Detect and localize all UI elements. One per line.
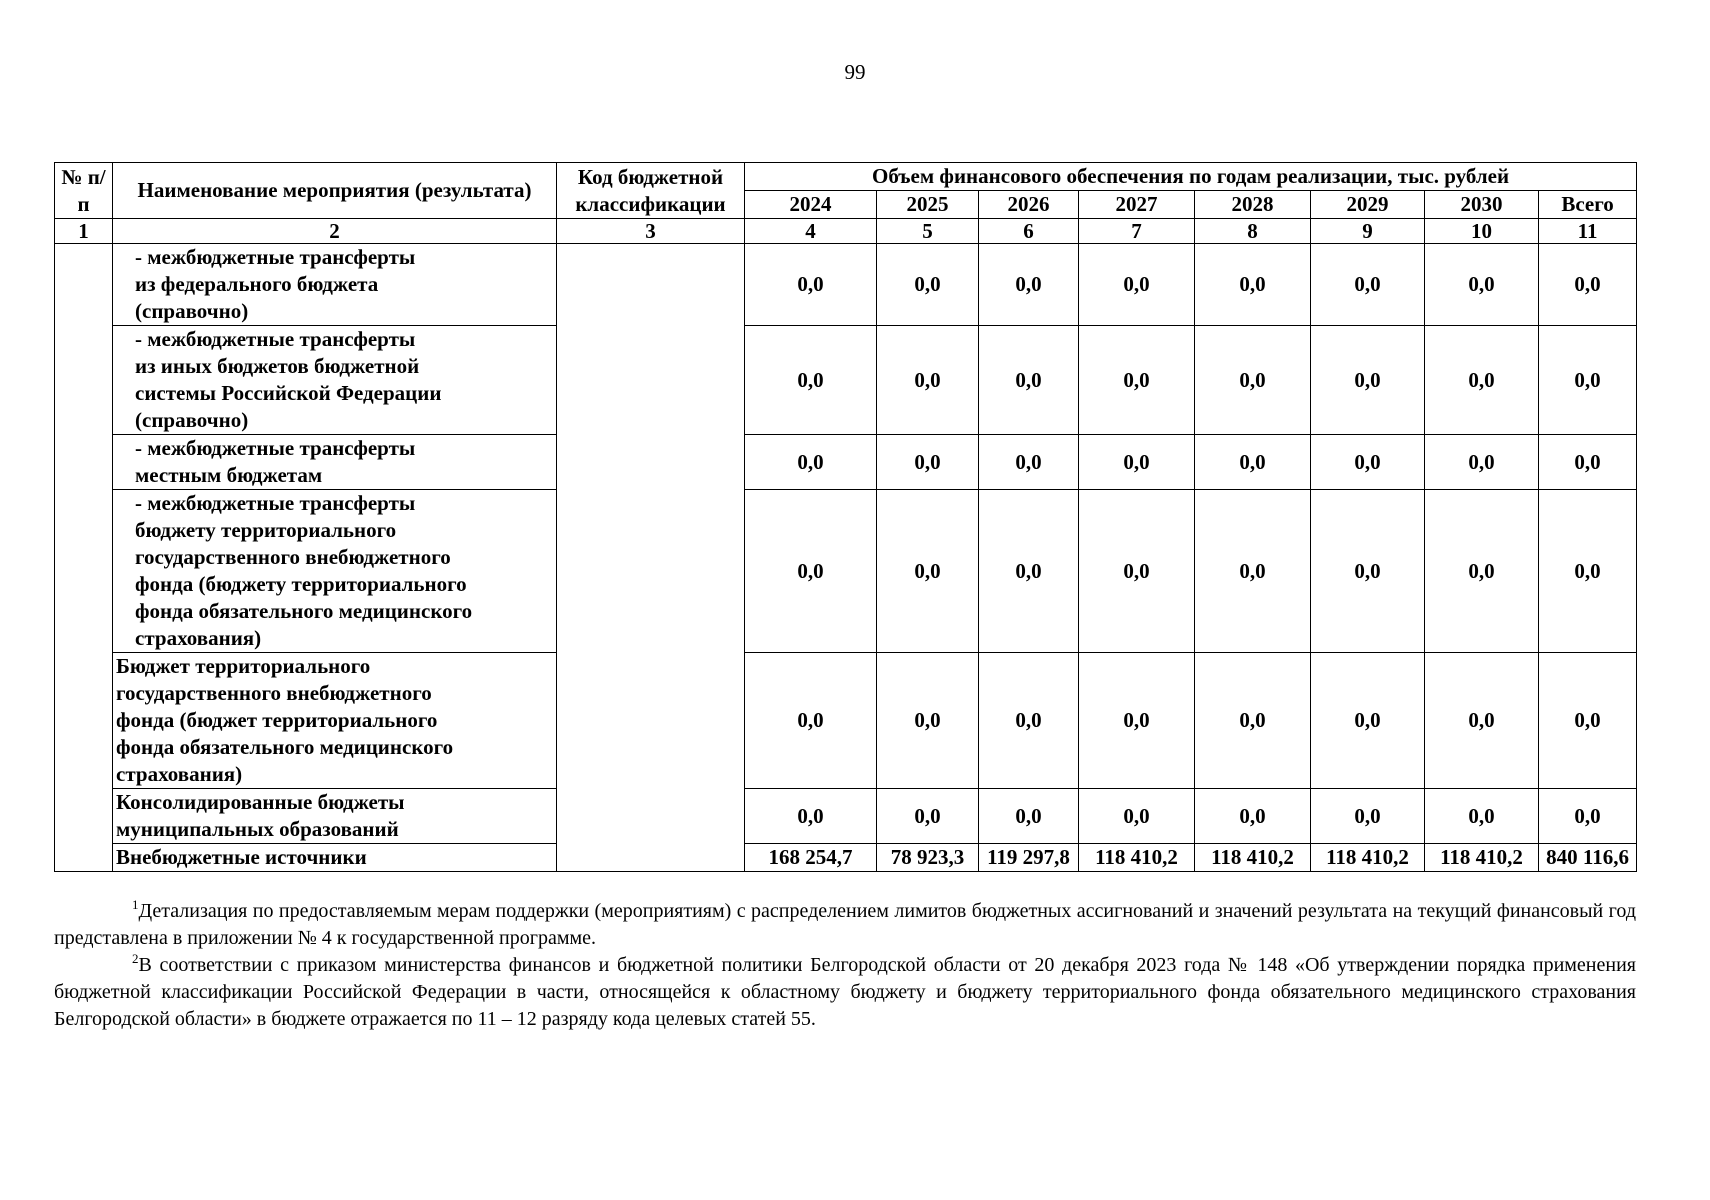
column-index-cell: 1 — [55, 219, 113, 244]
row-name-line: - межбюджетные трансферты — [135, 436, 416, 460]
year-value-cell: 0,0 — [877, 653, 979, 789]
row-name-line: - межбюджетные трансферты — [135, 327, 416, 351]
year-value-cell: 0,0 — [1311, 326, 1425, 435]
header-name: Наименование мероприятия (результата) — [113, 163, 557, 219]
year-value-cell: 0,0 — [979, 244, 1079, 326]
header-total: Всего — [1539, 191, 1637, 219]
budget-table — [54, 162, 1637, 872]
header-year: 2027 — [1079, 191, 1195, 219]
row-name-line: фонда (бюджету территориального — [135, 572, 467, 596]
year-value-cell: 0,0 — [1311, 435, 1425, 490]
header-num: № п/п — [55, 163, 113, 219]
header-year: 2024 — [745, 191, 877, 219]
column-index-cell: 11 — [1539, 219, 1637, 244]
year-value-cell: 0,0 — [1311, 244, 1425, 326]
row-name-cell — [113, 789, 557, 844]
header-year: 2030 — [1425, 191, 1539, 219]
table-row — [55, 789, 1637, 844]
year-value-cell: 0,0 — [1311, 490, 1425, 653]
year-value-cell: 0,0 — [1079, 244, 1195, 326]
row-name-cell — [113, 653, 557, 789]
year-value-cell: 0,0 — [1195, 490, 1311, 653]
year-value-cell: 118 410,2 — [1425, 844, 1539, 872]
footnotes — [54, 898, 1636, 1033]
header-row-1 — [55, 163, 1637, 191]
year-value-cell: 0,0 — [979, 653, 1079, 789]
year-value-cell: 0,0 — [1079, 653, 1195, 789]
year-value-cell: 0,0 — [979, 326, 1079, 435]
year-value-cell: 0,0 — [745, 490, 877, 653]
row-name-cell — [113, 326, 557, 435]
header-year: 2025 — [877, 191, 979, 219]
row-name-line: государственного внебюджетного — [135, 545, 451, 569]
row-number-cell — [55, 244, 113, 872]
footnote-marker: 1 — [132, 897, 139, 912]
year-value-cell: 0,0 — [745, 326, 877, 435]
year-value-cell: 78 923,3 — [877, 844, 979, 872]
row-name-line: фонда обязательного медицинского — [116, 735, 454, 759]
column-index-cell: 9 — [1311, 219, 1425, 244]
row-name-line: из федерального бюджета — [135, 272, 379, 296]
header-year: 2029 — [1311, 191, 1425, 219]
footnote-1 — [54, 898, 1636, 952]
column-index-cell: 10 — [1425, 219, 1539, 244]
table-body — [55, 244, 1637, 872]
year-value-cell: 0,0 — [979, 789, 1079, 844]
footnote-text: Детализация по предоставляемым мерам поддержки (мероприятиям) с распределением лимитов бюджетных ассигнований и значений результата на текущий финансовый год представлена в приложении № 4 к государственной программе. — [54, 900, 1636, 949]
year-value-cell: 0,0 — [745, 789, 877, 844]
row-name-line: Внебюджетные источники — [116, 845, 367, 869]
row-name-line: муниципальных образований — [116, 817, 399, 841]
total-value-cell: 0,0 — [1539, 490, 1637, 653]
year-value-cell: 0,0 — [1195, 789, 1311, 844]
total-value-cell: 0,0 — [1539, 244, 1637, 326]
year-value-cell: 0,0 — [1425, 326, 1539, 435]
table-row — [55, 844, 1637, 872]
year-value-cell: 0,0 — [1311, 653, 1425, 789]
column-index-cell: 4 — [745, 219, 877, 244]
column-index-cell: 2 — [113, 219, 557, 244]
header-code: Код бюджетной классификации — [557, 163, 745, 219]
year-value-cell: 0,0 — [1311, 789, 1425, 844]
row-name-cell — [113, 435, 557, 490]
year-value-cell: 0,0 — [877, 490, 979, 653]
header-year: 2026 — [979, 191, 1079, 219]
year-value-cell: 0,0 — [1425, 490, 1539, 653]
row-name-line: фонда обязательного медицинского — [135, 599, 473, 623]
column-index-cell: 3 — [557, 219, 745, 244]
year-value-cell: 0,0 — [877, 326, 979, 435]
table-row — [55, 490, 1637, 653]
year-value-cell: 118 410,2 — [1079, 844, 1195, 872]
year-value-cell: 0,0 — [877, 789, 979, 844]
year-value-cell: 0,0 — [1079, 326, 1195, 435]
row-name-line: системы Российской Федерации — [135, 381, 442, 405]
row-name-line: государственного внебюджетного — [116, 681, 432, 705]
year-value-cell: 0,0 — [979, 435, 1079, 490]
page-number: 99 — [844, 60, 866, 84]
year-value-cell: 0,0 — [1195, 326, 1311, 435]
total-value-cell: 0,0 — [1539, 789, 1637, 844]
year-value-cell: 0,0 — [1195, 435, 1311, 490]
row-name-line: (справочно) — [135, 299, 249, 323]
column-index-cell: 8 — [1195, 219, 1311, 244]
year-value-cell: 0,0 — [1195, 244, 1311, 326]
row-name-line: (справочно) — [135, 408, 249, 432]
row-name-cell — [113, 244, 557, 326]
row-name-line: Бюджет территориального — [116, 654, 371, 678]
column-index-row — [55, 219, 1637, 244]
header-volume: Объем финансового обеспечения по годам реализации, тыс. рублей — [745, 163, 1637, 191]
column-index-cell: 6 — [979, 219, 1079, 244]
row-name-line: страхования) — [135, 626, 262, 650]
total-value-cell: 0,0 — [1539, 326, 1637, 435]
row-name-line: фонда (бюджет территориального — [116, 708, 438, 732]
year-value-cell: 0,0 — [745, 435, 877, 490]
column-index-cell: 7 — [1079, 219, 1195, 244]
year-value-cell: 118 410,2 — [1195, 844, 1311, 872]
year-value-cell: 0,0 — [745, 244, 877, 326]
year-value-cell: 0,0 — [1425, 435, 1539, 490]
table-row — [55, 326, 1637, 435]
year-value-cell: 0,0 — [1425, 244, 1539, 326]
year-value-cell: 0,0 — [1195, 653, 1311, 789]
footnote-2 — [54, 952, 1636, 1033]
row-name-line: - межбюджетные трансферты — [135, 491, 416, 515]
row-name-cell — [113, 490, 557, 653]
year-value-cell: 0,0 — [1425, 653, 1539, 789]
row-name-cell — [113, 844, 557, 872]
table-row — [55, 435, 1637, 490]
year-value-cell: 0,0 — [1079, 789, 1195, 844]
footnote-marker: 2 — [132, 951, 139, 966]
year-value-cell: 119 297,8 — [979, 844, 1079, 872]
year-value-cell: 168 254,7 — [745, 844, 877, 872]
year-value-cell: 0,0 — [1079, 490, 1195, 653]
row-name-line: бюджету территориального — [135, 518, 397, 542]
year-value-cell: 0,0 — [745, 653, 877, 789]
row-name-line: страхования) — [116, 762, 243, 786]
year-value-cell: 0,0 — [877, 244, 979, 326]
total-value-cell: 0,0 — [1539, 653, 1637, 789]
row-name-line: местным бюджетам — [135, 463, 323, 487]
year-value-cell: 118 410,2 — [1311, 844, 1425, 872]
year-value-cell: 0,0 — [877, 435, 979, 490]
row-name-line: - межбюджетные трансферты — [135, 245, 416, 269]
year-value-cell: 0,0 — [1079, 435, 1195, 490]
column-index-cell: 5 — [877, 219, 979, 244]
budget-code-cell — [557, 244, 745, 872]
table-row — [55, 653, 1637, 789]
footnote-text: В соответствии с приказом министерства финансов и бюджетной политики Белгородской области от 20 декабря 2023 года № 148 «Об утверждении порядка применения бюджетной классификации Российской Федерации в части, относящейся к областному бюджету и бюджету территориального фонда обязательного медицинского страхования Белгородской области» в бюджете отражается по 11 – 12 разряду кода целевых статей 55. — [54, 954, 1636, 1030]
total-value-cell: 840 116,6 — [1539, 844, 1637, 872]
year-value-cell: 0,0 — [979, 490, 1079, 653]
row-name-line: из иных бюджетов бюджетной — [135, 354, 420, 378]
table-row — [55, 244, 1637, 326]
year-value-cell: 0,0 — [1425, 789, 1539, 844]
header-year: 2028 — [1195, 191, 1311, 219]
row-name-line: Консолидированные бюджеты — [116, 790, 405, 814]
total-value-cell: 0,0 — [1539, 435, 1637, 490]
